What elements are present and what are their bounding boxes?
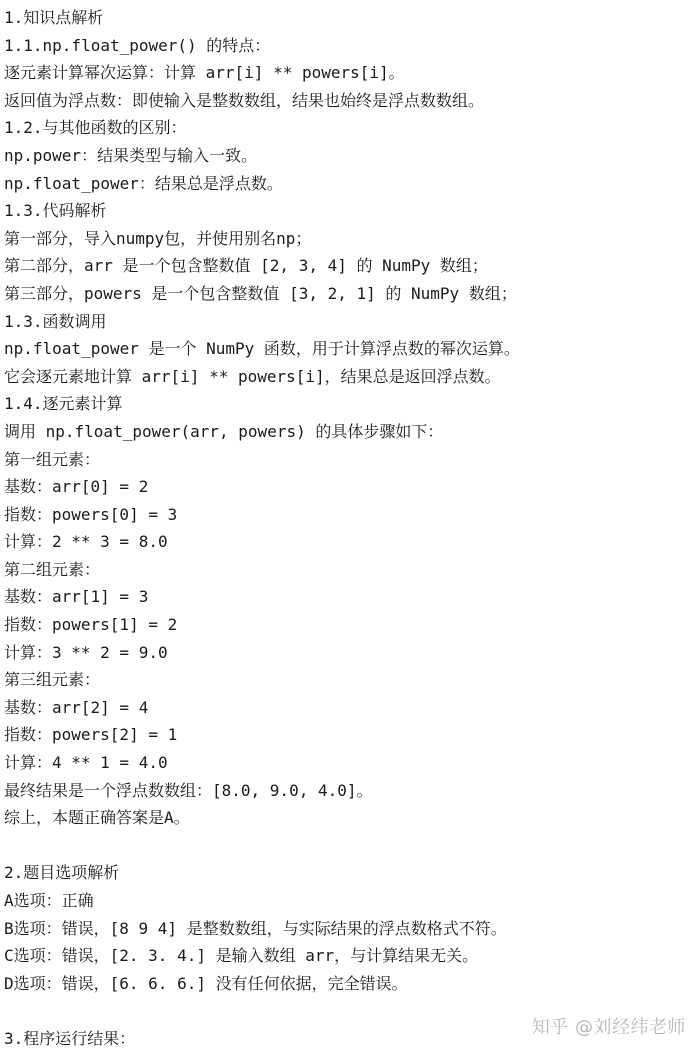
section-heading-options: 2.题目选项解析 [4, 863, 120, 883]
text-line: 逐元素计算幂次运算：计算 arr[i] ** powers[i]。 [4, 63, 405, 83]
section-heading-run-result: 3.程序运行结果： [4, 1028, 136, 1048]
text-line: 第一部分，导入numpy包，并使用别名np； [4, 228, 312, 248]
blank-line [4, 832, 696, 860]
text-line: 第二部分，arr 是一个包含整数值 [2, 3, 4] 的 NumPy 数组； [4, 256, 488, 276]
text-line: 调用 np.float_power(arr, powers) 的具体步骤如下： [4, 421, 444, 441]
text-line: 指数：powers[2] = 1 [4, 725, 178, 745]
text-line: 第二组元素： [4, 559, 101, 579]
text-line: 它会逐元素地计算 arr[i] ** powers[i]，结果总是返回浮点数。 [4, 366, 501, 386]
subheading-elementwise: 1.4.逐元素计算 [4, 394, 123, 414]
zhihu-watermark: 知乎 @刘经纬老师 [531, 1017, 686, 1038]
option-c-line: C选项：错误，[2. 3. 4.] 是输入数组 arr，与计算结果无关。 [4, 946, 479, 966]
option-d-line: D选项：错误，[6. 6. 6.] 没有任何依据，完全错误。 [4, 973, 408, 993]
text-line: 第一组元素： [4, 449, 101, 469]
text-line: 基数：arr[2] = 4 [4, 697, 149, 717]
option-b-line: B选项：错误，[8 9 4] 是整数数组，与实际结果的浮点数格式不符。 [4, 918, 507, 938]
text-line: np.float_power：结果总是浮点数。 [4, 173, 283, 193]
text-line: 最终结果是一个浮点数数组：[8.0, 9.0, 4.0]。 [4, 780, 373, 800]
text-line: 指数：powers[0] = 3 [4, 504, 178, 524]
text-line: 指数：powers[1] = 2 [4, 615, 178, 635]
document-body [4, 4, 696, 1053]
text-line: np.float_power 是一个 NumPy 函数，用于计算浮点数的幂次运算。 [4, 339, 520, 359]
text-line: 综上，本题正确答案是A。 [4, 808, 190, 828]
subheading-float-power-features: 1.1.np.float_power() 的特点： [4, 35, 271, 55]
text-line: 计算：2 ** 3 = 8.0 [4, 532, 168, 552]
text-line: 返回值为浮点数：即使输入是整数数组，结果也始终是浮点数数组。 [4, 90, 485, 110]
subheading-function-call: 1.3.函数调用 [4, 311, 107, 331]
text-line: 第三部分，powers 是一个包含整数值 [3, 2, 1] 的 NumPy 数组； [4, 283, 517, 303]
text-line: 第三组元素： [4, 670, 101, 690]
text-line: 基数：arr[1] = 3 [4, 587, 149, 607]
section-heading-knowledge: 1.知识点解析 [4, 8, 104, 27]
text-line: np.power：结果类型与输入一致。 [4, 145, 258, 165]
text-line: 基数：arr[0] = 2 [4, 477, 149, 497]
text-line: 计算：3 ** 2 = 9.0 [4, 642, 168, 662]
option-a-line: A选项：正确 [4, 891, 94, 910]
subheading-difference: 1.2.与其他函数的区别： [4, 118, 187, 138]
text-line: 计算：4 ** 1 = 4.0 [4, 753, 168, 773]
subheading-code-analysis: 1.3.代码解析 [4, 201, 107, 221]
